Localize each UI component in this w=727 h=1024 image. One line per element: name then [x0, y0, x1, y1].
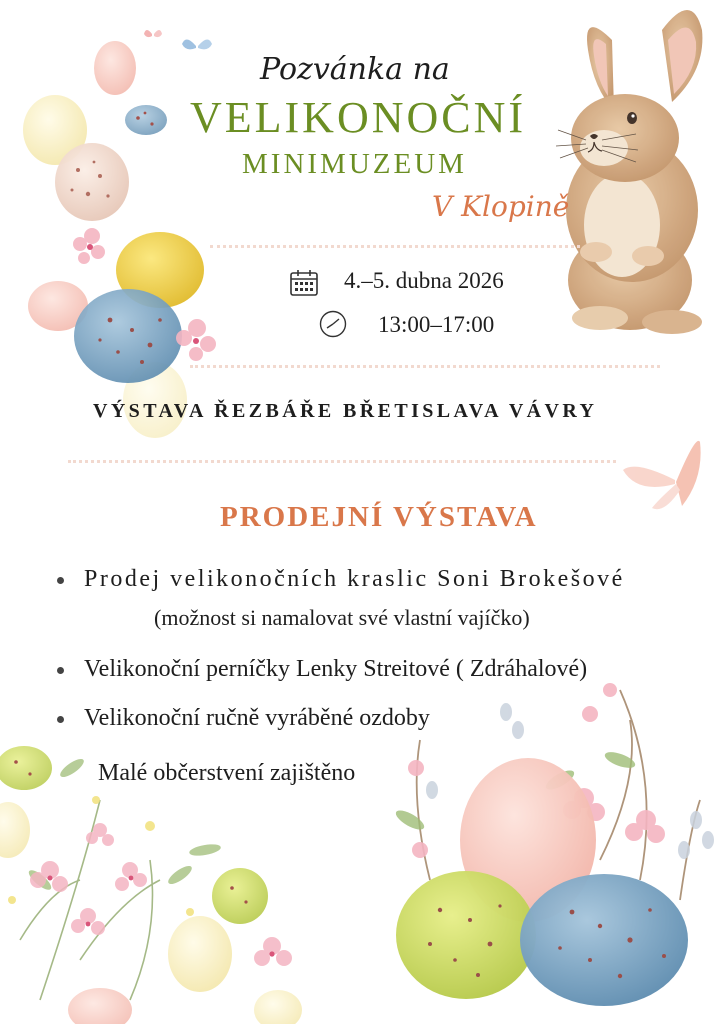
- bullet-3: [57, 716, 64, 723]
- invitation-script: Pozvánka na: [260, 52, 450, 87]
- bullet-1: [57, 577, 64, 584]
- title-minimuzeum: MINIMUZEUM: [242, 148, 467, 180]
- calendar-icon: [289, 268, 319, 298]
- bullet-2: [57, 667, 64, 674]
- clock-icon: [318, 309, 348, 339]
- egg-nest-bottom-right: [393, 683, 714, 1006]
- egg-cluster-top-left: [23, 41, 216, 438]
- sale-heading: PRODEJNÍ VÝSTAVA: [220, 501, 538, 533]
- sale-item-1-note: (možnost si namalovat své vlastní vajíčko): [154, 605, 530, 630]
- sale-item-2: Velikonoční perníčky Lenky Streitové ( Zdráhalové): [84, 656, 588, 682]
- floral-bottom-left: [0, 746, 302, 1024]
- event-date: 4.–5. dubna 2026: [344, 268, 504, 293]
- butterfly-top: [144, 30, 212, 49]
- bunny-illustration: [556, 10, 702, 334]
- exhibition-title: VÝSTAVA ŘEZBÁŘE BŘETISLAVA VÁVRY: [93, 400, 598, 422]
- divider-top: [210, 245, 580, 248]
- title-velikonocni: VELIKONOČNÍ: [190, 93, 527, 142]
- divider-middle: [190, 365, 660, 368]
- butterfly-right: [623, 441, 701, 509]
- place-script: V Klopině: [432, 190, 570, 223]
- divider-bottom: [68, 460, 616, 463]
- event-time: 13:00–17:00: [378, 312, 495, 337]
- refreshment-note: Malé občerstvení zajištěno: [98, 760, 356, 786]
- sale-item-3: Velikonoční ručně vyráběné ozdoby: [84, 705, 430, 731]
- sale-item-1: Prodej velikonočních kraslic Soni Brokešové: [84, 566, 625, 592]
